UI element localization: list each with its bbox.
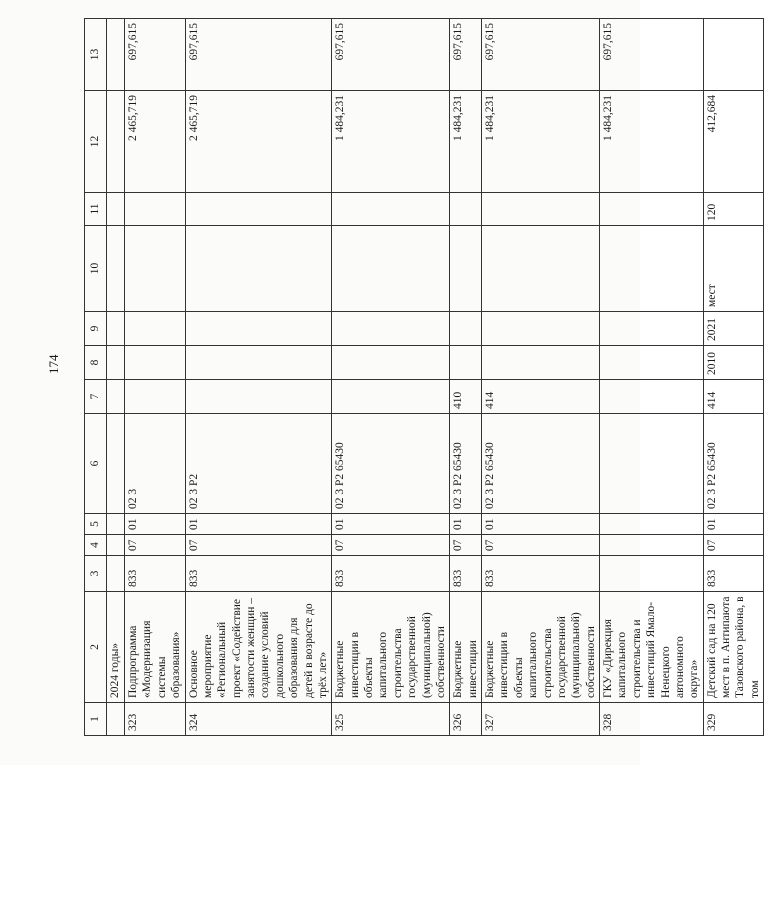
cell-amount-12: 2 465,719 <box>125 91 186 193</box>
col-header: 5 <box>85 514 107 535</box>
cell-name: Основное мероприятие «Региональный проект «Содействие занятости женщин – создание условий дошкольного образования для детей в возрасте до трёх лет» <box>185 592 332 703</box>
cell-subsection: 01 <box>450 514 482 535</box>
cell-section: 07 <box>332 535 450 556</box>
cell-col8 <box>125 346 186 380</box>
cell-col9: 2021 <box>703 312 764 346</box>
cell-amount-13 <box>107 19 125 91</box>
cell-name: Подпрограмма «Модернизация системы образования» <box>125 592 186 703</box>
cell-code: 833 <box>703 556 764 592</box>
cell-code: 833 <box>482 556 600 592</box>
cell-section <box>600 535 704 556</box>
table-row <box>185 19 332 736</box>
cell-code: 833 <box>185 556 332 592</box>
table-row <box>703 19 764 736</box>
cell-expense-type <box>185 380 332 414</box>
cell-col9 <box>125 312 186 346</box>
cell-col8 <box>332 346 450 380</box>
cell-col11 <box>600 193 704 226</box>
cell-col10: мест <box>703 226 764 312</box>
cell-col11 <box>450 193 482 226</box>
cell-col9 <box>600 312 704 346</box>
cell-row-number: 324 <box>185 703 332 736</box>
cell-col9 <box>185 312 332 346</box>
cell-expense-type: 414 <box>482 380 600 414</box>
cell-expense-type <box>332 380 450 414</box>
col-header: 12 <box>85 91 107 193</box>
cell-col8 <box>450 346 482 380</box>
cell-amount-13: 697,615 <box>600 19 704 91</box>
cell-expense-type <box>125 380 186 414</box>
cell-col10 <box>600 226 704 312</box>
cell-subsection <box>107 514 125 535</box>
cell-target-article: 02 3 P2 65430 <box>482 414 600 514</box>
cell-amount-12: 1 484,231 <box>332 91 450 193</box>
cell-code: 833 <box>450 556 482 592</box>
cell-col8: 2010 <box>703 346 764 380</box>
cell-row-number: 328 <box>600 703 704 736</box>
col-header: 9 <box>85 312 107 346</box>
cell-target-article: 02 3 P2 <box>185 414 332 514</box>
cell-amount-12: 1 484,231 <box>450 91 482 193</box>
cell-subsection <box>600 514 704 535</box>
cell-amount-13: 697,615 <box>185 19 332 91</box>
cell-col8 <box>107 346 125 380</box>
cell-expense-type <box>107 380 125 414</box>
cell-col11: 120 <box>703 193 764 226</box>
cell-amount-13 <box>703 19 764 91</box>
cell-subsection: 01 <box>482 514 600 535</box>
cell-section: 07 <box>482 535 600 556</box>
table-row <box>107 19 125 736</box>
cell-col8 <box>600 346 704 380</box>
page-number: 174 <box>46 354 61 374</box>
cell-name: Бюджетные инвестиции <box>450 592 482 703</box>
cell-col10 <box>125 226 186 312</box>
table-row <box>450 19 482 736</box>
col-header: 11 <box>85 193 107 226</box>
cell-col9 <box>482 312 600 346</box>
cell-name: ГКУ «Дирекция капитального строительства и инвестиций Ямало-Ненецкого автономного округа» <box>600 592 704 703</box>
cell-row-number: 325 <box>332 703 450 736</box>
cell-amount-13: 697,615 <box>125 19 186 91</box>
cell-amount-13: 697,615 <box>482 19 600 91</box>
cell-subsection: 01 <box>125 514 186 535</box>
cell-name: Детский сад на 120 мест в п. Антипаюта Тазовского района, в том <box>703 592 764 703</box>
cell-target-article: 02 3 <box>125 414 186 514</box>
cell-target-article: 02 3 P2 65430 <box>450 414 482 514</box>
cell-amount-12: 1 484,231 <box>600 91 704 193</box>
cell-code: 833 <box>332 556 450 592</box>
table-row <box>482 19 600 736</box>
cell-col10 <box>450 226 482 312</box>
cell-col9 <box>450 312 482 346</box>
table-row <box>600 19 704 736</box>
cell-col11 <box>125 193 186 226</box>
cell-col9 <box>332 312 450 346</box>
cell-amount-12: 412,684 <box>703 91 764 193</box>
table-row <box>332 19 450 736</box>
cell-section: 07 <box>125 535 186 556</box>
col-header: 4 <box>85 535 107 556</box>
cell-row-number: 327 <box>482 703 600 736</box>
cell-col10 <box>332 226 450 312</box>
cell-target-article: 02 3 P2 65430 <box>703 414 764 514</box>
col-header: 7 <box>85 380 107 414</box>
cell-name: 2024 годы» <box>107 592 125 703</box>
cell-section: 07 <box>185 535 332 556</box>
cell-section: 07 <box>450 535 482 556</box>
cell-col11 <box>332 193 450 226</box>
cell-row-number: 323 <box>125 703 186 736</box>
cell-amount-13: 697,615 <box>332 19 450 91</box>
cell-section <box>107 535 125 556</box>
col-header: 3 <box>85 556 107 592</box>
cell-row-number: 326 <box>450 703 482 736</box>
cell-subsection: 01 <box>332 514 450 535</box>
cell-col11 <box>107 193 125 226</box>
cell-col11 <box>185 193 332 226</box>
cell-code: 833 <box>125 556 186 592</box>
cell-col9 <box>107 312 125 346</box>
cell-col8 <box>185 346 332 380</box>
cell-target-article <box>600 414 704 514</box>
col-header: 13 <box>85 19 107 91</box>
cell-section: 07 <box>703 535 764 556</box>
cell-target-article <box>107 414 125 514</box>
col-header: 2 <box>85 592 107 703</box>
cell-code <box>107 556 125 592</box>
cell-row-number: 329 <box>703 703 764 736</box>
cell-amount-12 <box>107 91 125 193</box>
cell-name: Бюджетные инвестиции в объекты капитального строительства государственной (муниципальной) собственности <box>482 592 600 703</box>
cell-col10 <box>185 226 332 312</box>
col-header: 1 <box>85 703 107 736</box>
column-number-row <box>85 19 107 736</box>
col-header: 6 <box>85 414 107 514</box>
cell-amount-12: 2 465,719 <box>185 91 332 193</box>
cell-expense-type <box>600 380 704 414</box>
cell-expense-type: 410 <box>450 380 482 414</box>
cell-amount-13: 697,615 <box>450 19 482 91</box>
cell-col10 <box>107 226 125 312</box>
cell-col8 <box>482 346 600 380</box>
budget-table-wrapper <box>84 19 761 736</box>
table-row <box>125 19 186 736</box>
cell-expense-type: 414 <box>703 380 764 414</box>
cell-target-article: 02 3 P2 65430 <box>332 414 450 514</box>
cell-code <box>600 556 704 592</box>
cell-col10 <box>482 226 600 312</box>
cell-subsection: 01 <box>703 514 764 535</box>
cell-name: Бюджетные инвестиции в объекты капитального строительства государственной (муниципальной) собственности <box>332 592 450 703</box>
col-header: 8 <box>85 346 107 380</box>
cell-row-number <box>107 703 125 736</box>
cell-col11 <box>482 193 600 226</box>
cell-amount-12: 1 484,231 <box>482 91 600 193</box>
budget-table <box>84 18 764 736</box>
cell-subsection: 01 <box>185 514 332 535</box>
col-header: 10 <box>85 226 107 312</box>
